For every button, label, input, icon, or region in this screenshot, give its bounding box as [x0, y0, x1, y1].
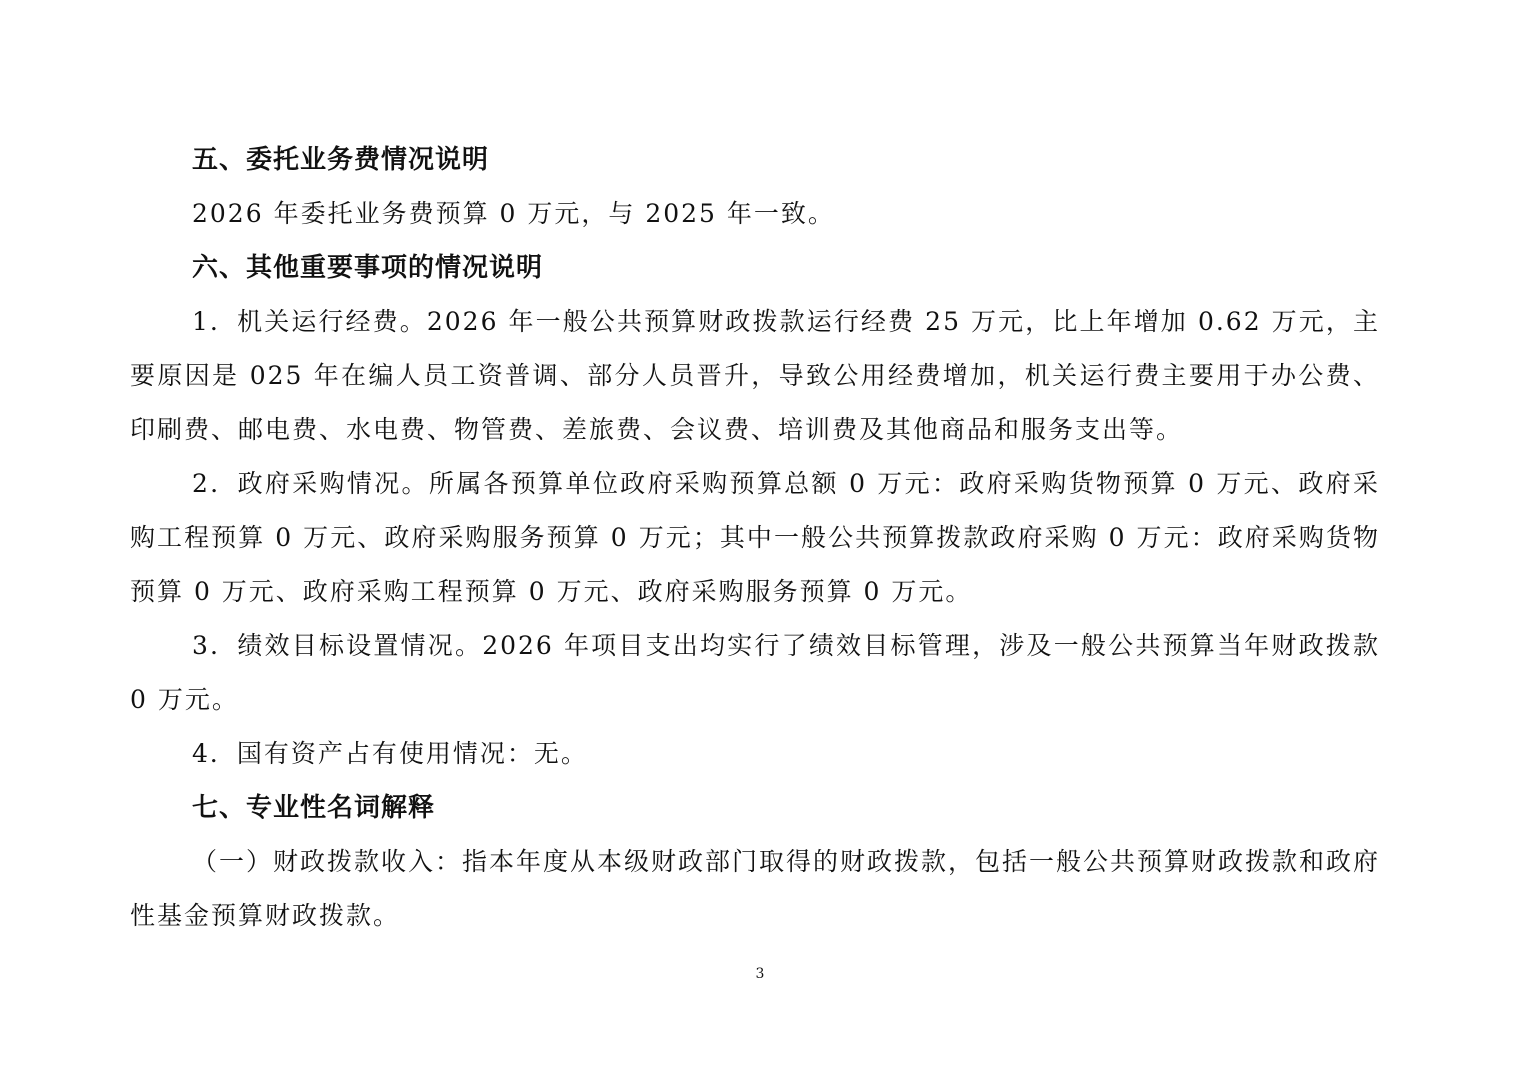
section-heading-entrusted-fees: 五、委托业务费情况说明 — [192, 145, 490, 175]
document-body — [130, 133, 1380, 943]
paragraph-government-procurement: 2．政府采购情况。所属各预算单位政府采购预算总额 0 万元：政府采购货物预算 0 万元、政府采购工程预算 0 万元、政府采购服务预算 0 万元；其中一般公共预算拨款政府采购 0 万元：政府采购货物预算 0 万元、政府采购工程预算 0 万元、政府采购服务预算 0 万元。 — [130, 469, 1380, 606]
page-number: 3 — [755, 966, 765, 982]
section-heading-other-matters: 六、其他重要事项的情况说明 — [192, 253, 544, 283]
section-heading-glossary: 七、专业性名词解释 — [192, 793, 436, 823]
paragraph-entrusted-fees: 2026 年委托业务费预算 0 万元，与 2025 年一致。 — [192, 199, 835, 228]
paragraph-performance-targets: 3．绩效目标设置情况。2026 年项目支出均实行了绩效目标管理，涉及一般公共预算当年财政拨款 0 万元。 — [130, 631, 1380, 714]
paragraph-operating-expenses: 1．机关运行经费。2026 年一般公共预算财政拨款运行经费 25 万元，比上年增加 0.62 万元，主要原因是 025 年在编人员工资普调、部分人员晋升，导致公用经费增加，机关运行费主要用于办公费、印刷费、邮电费、水电费、物管费、差旅费、会议费、培训费及其他商品和服务支出等。 — [130, 307, 1380, 444]
paragraph-state-assets: 4．国有资产占有使用情况：无。 — [192, 739, 588, 768]
paragraph-fiscal-appropriation-income: （一）财政拨款收入：指本年度从本级财政部门取得的财政拨款，包括一般公共预算财政拨款和政府性基金预算财政拨款。 — [130, 847, 1381, 930]
